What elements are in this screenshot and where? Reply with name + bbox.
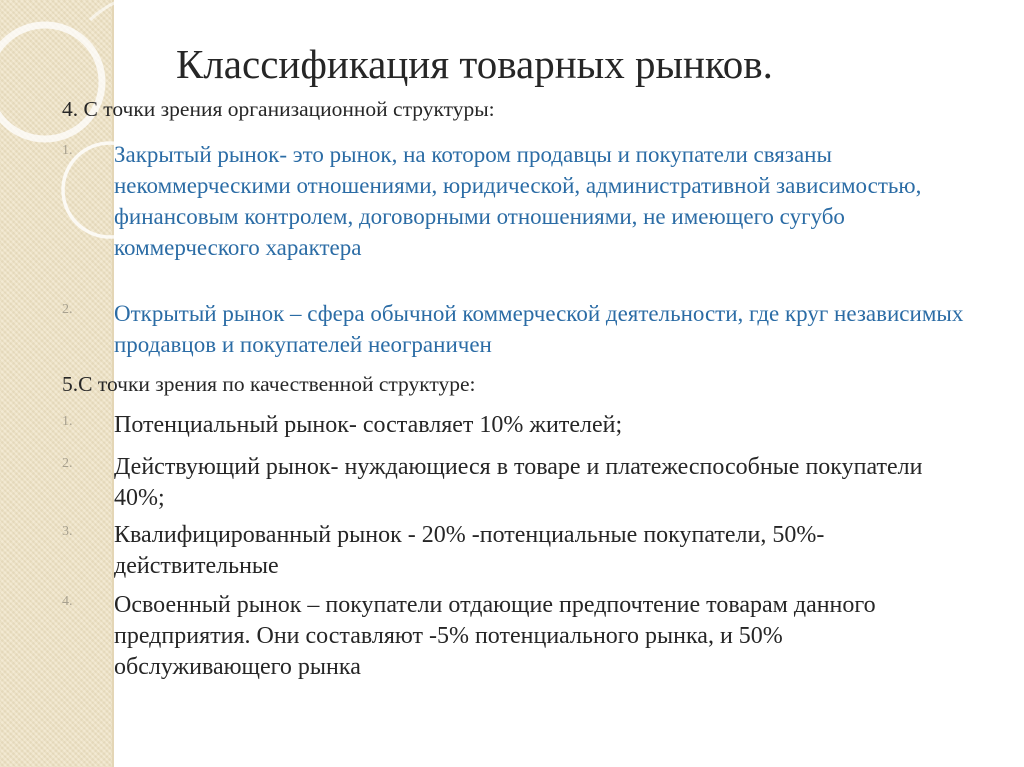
section-4-heading: 4. С точки зрения организационной структуры:	[62, 97, 495, 121]
list-item-text: Открытый рынок – сфера обычной коммерческой деятельности, где круг независимых продавцов и покупателей неограничен	[114, 301, 964, 357]
list-item-text: Квалифицированный рынок - 20% -потенциальные покупатели, 50%-действительные	[114, 522, 825, 579]
list-item-text: Потенциальный рынок- составляет 10% жителей;	[114, 412, 623, 438]
list-item-number: 2.	[62, 456, 73, 471]
section-5-heading: 5.С точки зрения по качественной структуре:	[62, 372, 476, 396]
list-item-number: 4.	[62, 594, 73, 609]
list-item-text: Действующий рынок- нуждающиеся в товаре и платежеспособные покупатели 40%;	[114, 454, 923, 511]
list-item-number: 1.	[62, 414, 73, 429]
list-item-text: Освоенный рынок – покупатели отдающие предпочтение товарам данного предприятия. Они составляют -5% потенциального рынка, и 50% обслуживающего рынка	[114, 592, 876, 680]
deco-arc	[90, 0, 210, 20]
list-item-text: Закрытый рынок- это рынок, на котором продавцы и покупатели связаны некоммерческими отношениями, юридической, административной зависимостью, финансовым контролем, договорными отношениями, не имеющего сугубо коммерческого характера	[114, 142, 922, 260]
list-item-number: 2.	[62, 302, 73, 317]
slide-title: Классификация товарных рынков.	[176, 41, 773, 87]
list-item-number: 3.	[62, 524, 73, 539]
list-item-number: 1.	[62, 143, 73, 158]
